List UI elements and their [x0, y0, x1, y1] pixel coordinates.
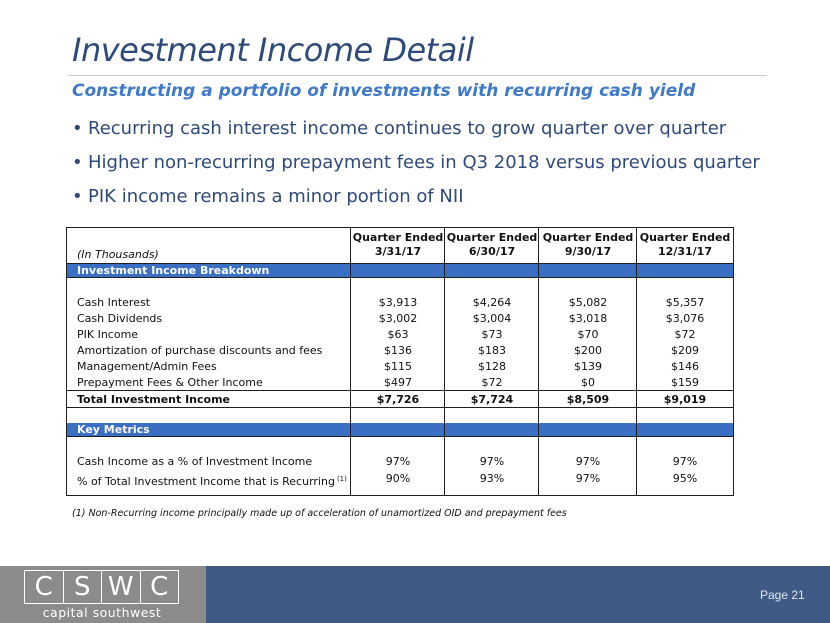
metric-row [67, 471, 733, 487]
logo-tagline: capital southwest [42, 605, 162, 620]
row-label: Amortization of purchase discounts and fees [77, 344, 323, 357]
row-value: $73 [481, 328, 503, 341]
row-label: PIK Income [77, 328, 139, 341]
column-header-line2: 9/30/17 [564, 245, 612, 258]
row-value: $139 [574, 360, 602, 373]
row-value: $3,913 [378, 296, 418, 309]
total-label: Total Investment Income [77, 393, 231, 406]
table-row [67, 375, 733, 391]
bullet-dot: • [72, 152, 83, 173]
bullet-item [72, 117, 760, 151]
row-value: $3,018 [568, 312, 608, 325]
column-header-line2: 12/31/17 [658, 245, 712, 258]
metric-value: 97% [385, 455, 411, 468]
total-value: $8,509 [566, 393, 610, 406]
metric-row [67, 454, 733, 470]
metric-label [77, 471, 347, 487]
row-value: $3,004 [472, 312, 512, 325]
logo-letter: C [24, 570, 64, 604]
column-header-line2: 6/30/17 [468, 245, 516, 258]
column-divider [636, 228, 637, 495]
page-number: Page 21 [760, 588, 805, 602]
column-header-line1: Quarter Ended [542, 231, 634, 244]
row-label: Management/Admin Fees [77, 360, 217, 373]
page-subtitle: Constructing a portfolio of investments with recurring cash yield [72, 81, 696, 101]
section-band-income-breakdown [67, 264, 733, 278]
row-value: $3,076 [665, 312, 705, 325]
section-label: Key Metrics [77, 423, 150, 436]
row-value: $183 [478, 344, 506, 357]
title-divider [68, 75, 767, 76]
metric-label-text: Cash Income as a % of Investment Income [77, 455, 313, 468]
row-value: $200 [574, 344, 602, 357]
logo-letter-boxes [25, 570, 179, 604]
table-header-row [67, 228, 733, 264]
bullet-list [72, 117, 760, 219]
row-value: $146 [671, 360, 699, 373]
total-value: $7,726 [376, 393, 420, 406]
footnote-marker: (1) [336, 475, 347, 483]
metric-value: 95% [672, 472, 698, 485]
column-divider [538, 228, 539, 495]
column-header [445, 228, 539, 263]
row-value: $70 [577, 328, 599, 341]
metric-label [77, 454, 312, 470]
row-value: $136 [384, 344, 412, 357]
total-value: $7,724 [470, 393, 514, 406]
bullet-dot: • [72, 186, 83, 207]
row-label: Cash Dividends [77, 312, 163, 325]
metric-value: 97% [479, 455, 505, 468]
metric-label-text: % of Total Investment Income that is Recurring [77, 475, 335, 488]
total-row [67, 390, 733, 408]
bullet-text: Higher non-recurring prepayment fees in Q3 2018 versus previous quarter [88, 152, 760, 173]
investment-income-table [66, 227, 734, 496]
table-row [67, 359, 733, 375]
column-header-line1: Quarter Ended [352, 231, 444, 244]
table-row [67, 311, 733, 327]
column-header-line1: Quarter Ended [446, 231, 538, 244]
bullet-item [72, 151, 760, 185]
metric-value: 97% [575, 455, 601, 468]
column-header [351, 228, 445, 263]
metric-value: 97% [575, 472, 601, 485]
row-value: $72 [481, 376, 503, 389]
row-value: $209 [671, 344, 699, 357]
column-header [637, 228, 733, 263]
metric-value: 97% [672, 455, 698, 468]
table-row [67, 327, 733, 343]
metric-value: 90% [385, 472, 411, 485]
section-band-key-metrics [67, 423, 733, 437]
column-divider [444, 228, 445, 495]
row-value: $5,357 [665, 296, 705, 309]
column-header [539, 228, 637, 263]
row-value: $5,082 [568, 296, 608, 309]
logo-letter: C [140, 570, 180, 604]
metric-value: 93% [479, 472, 505, 485]
table-row [67, 295, 733, 311]
total-value: $9,019 [663, 393, 707, 406]
column-header-line2: 3/31/17 [374, 245, 422, 258]
units-label: (In Thousands) [77, 248, 159, 261]
row-label: Cash Interest [77, 296, 151, 309]
row-label: Prepayment Fees & Other Income [77, 376, 263, 389]
bullet-text: PIK income remains a minor portion of NII [88, 186, 464, 207]
column-header-line1: Quarter Ended [639, 231, 731, 244]
row-value: $4,264 [472, 296, 512, 309]
bullet-item [72, 185, 760, 219]
logo-letter: S [63, 570, 103, 604]
row-value: $63 [387, 328, 409, 341]
column-divider [350, 228, 351, 495]
row-value: $0 [581, 376, 595, 389]
section-label: Investment Income Breakdown [77, 264, 270, 277]
page-title: Investment Income Detail [72, 31, 474, 69]
row-value: $159 [671, 376, 699, 389]
row-value: $115 [384, 360, 412, 373]
row-value: $497 [384, 376, 412, 389]
table-row [67, 343, 733, 359]
footnote: (1) Non-Recurring income principally made up of acceleration of unamortized OID and prepayment fees [72, 508, 567, 519]
logo-letter: W [101, 570, 141, 604]
row-value: $3,002 [378, 312, 418, 325]
bullet-text: Recurring cash interest income continues to grow quarter over quarter [88, 118, 727, 139]
row-value: $128 [478, 360, 506, 373]
bullet-dot: • [72, 118, 83, 139]
row-value: $72 [674, 328, 696, 341]
